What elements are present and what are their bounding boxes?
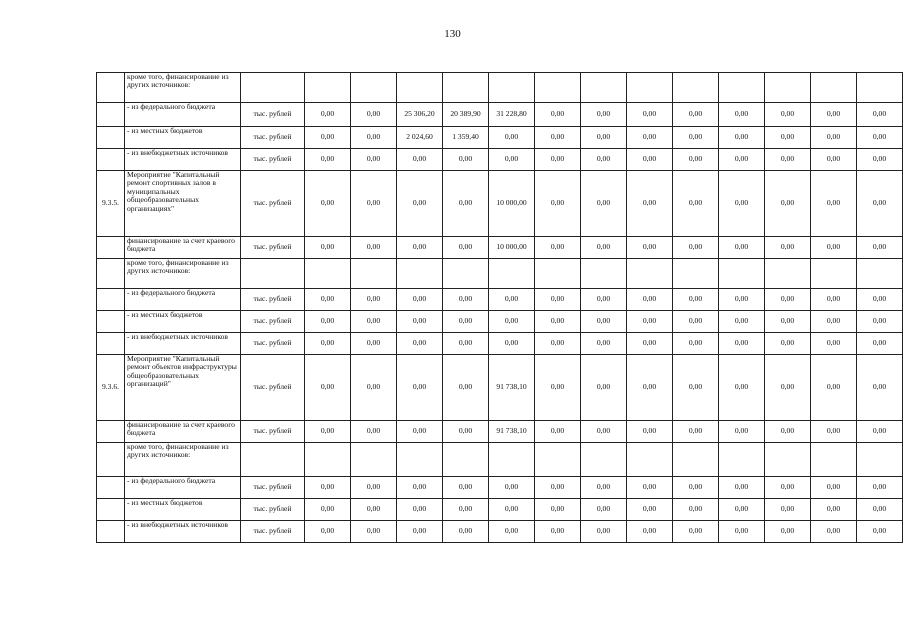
value-cell: 0,00: [765, 421, 811, 443]
value-cell: 0,00: [351, 237, 397, 259]
value-cell: 0,00: [765, 521, 811, 543]
table-row: [97, 149, 903, 171]
row-unit: [241, 259, 305, 289]
value-cell: [765, 259, 811, 289]
value-cell: [581, 73, 627, 103]
value-cell: [397, 259, 443, 289]
value-cell: 0,00: [857, 237, 903, 259]
value-cell: 0,00: [489, 289, 535, 311]
value-cell: [811, 443, 857, 477]
table-row: [97, 127, 903, 149]
value-cell: 0,00: [397, 421, 443, 443]
value-cell: 0,00: [305, 289, 351, 311]
value-cell: 0,00: [351, 149, 397, 171]
value-cell: [719, 443, 765, 477]
table-row: [97, 421, 903, 443]
row-description: финансирование за счет краевого бюджета: [125, 421, 241, 443]
table-row: [97, 73, 903, 103]
value-cell: 0,00: [673, 103, 719, 127]
value-cell: 0,00: [673, 521, 719, 543]
value-cell: 31 228,80: [489, 103, 535, 127]
value-cell: 0,00: [627, 311, 673, 333]
value-cell: 0,00: [673, 421, 719, 443]
value-cell: [857, 259, 903, 289]
value-cell: [857, 443, 903, 477]
table-row: [97, 443, 903, 477]
table-row: [97, 259, 903, 289]
value-cell: [397, 73, 443, 103]
value-cell: [627, 443, 673, 477]
value-cell: 0,00: [765, 127, 811, 149]
row-description: Мероприятие "Капитальный ремонт объектов инфраструктуры общеобразовательных организаций": [125, 355, 241, 421]
value-cell: [581, 443, 627, 477]
value-cell: 0,00: [443, 171, 489, 237]
value-cell: 0,00: [719, 171, 765, 237]
value-cell: 0,00: [857, 311, 903, 333]
value-cell: 0,00: [673, 127, 719, 149]
row-description: кроме того, финансирование из других источников:: [125, 443, 241, 477]
row-unit: тыс. рублей: [241, 171, 305, 237]
value-cell: 0,00: [305, 237, 351, 259]
row-description: - из федерального бюджета: [125, 103, 241, 127]
value-cell: [351, 443, 397, 477]
value-cell: 0,00: [811, 103, 857, 127]
value-cell: [627, 73, 673, 103]
value-cell: 0,00: [305, 521, 351, 543]
value-cell: [765, 73, 811, 103]
row-description: - из местных бюджетов: [125, 127, 241, 149]
value-cell: 0,00: [305, 149, 351, 171]
value-cell: 0,00: [765, 499, 811, 521]
row-unit: тыс. рублей: [241, 499, 305, 521]
value-cell: 0,00: [351, 499, 397, 521]
value-cell: 1 359,40: [443, 127, 489, 149]
row-unit: тыс. рублей: [241, 355, 305, 421]
row-code: [97, 127, 125, 149]
value-cell: 0,00: [443, 421, 489, 443]
value-cell: 0,00: [443, 499, 489, 521]
row-unit: тыс. рублей: [241, 311, 305, 333]
value-cell: 0,00: [811, 355, 857, 421]
value-cell: 0,00: [489, 149, 535, 171]
value-cell: 0,00: [581, 127, 627, 149]
value-cell: 0,00: [443, 237, 489, 259]
row-unit: тыс. рублей: [241, 477, 305, 499]
table-row: [97, 237, 903, 259]
value-cell: [719, 73, 765, 103]
page-number: 130: [444, 28, 461, 40]
value-cell: 0,00: [351, 127, 397, 149]
row-code: [97, 311, 125, 333]
value-cell: 0,00: [627, 355, 673, 421]
value-cell: 0,00: [765, 289, 811, 311]
value-cell: 0,00: [351, 103, 397, 127]
table-row: [97, 103, 903, 127]
value-cell: 0,00: [535, 237, 581, 259]
row-description: - из местных бюджетов: [125, 311, 241, 333]
value-cell: [351, 73, 397, 103]
value-cell: [581, 259, 627, 289]
value-cell: 0,00: [857, 477, 903, 499]
row-code: [97, 443, 125, 477]
row-unit: [241, 73, 305, 103]
row-unit: тыс. рублей: [241, 421, 305, 443]
row-code: [97, 521, 125, 543]
value-cell: 91 738,10: [489, 355, 535, 421]
value-cell: 0,00: [581, 311, 627, 333]
row-code: [97, 333, 125, 355]
value-cell: 25 306,20: [397, 103, 443, 127]
value-cell: 0,00: [535, 333, 581, 355]
value-cell: 0,00: [305, 333, 351, 355]
value-cell: 0,00: [857, 289, 903, 311]
table-row: [97, 171, 903, 237]
value-cell: [397, 443, 443, 477]
value-cell: 0,00: [443, 149, 489, 171]
value-cell: 0,00: [397, 311, 443, 333]
value-cell: [489, 443, 535, 477]
value-cell: [719, 259, 765, 289]
value-cell: 0,00: [719, 333, 765, 355]
row-unit: тыс. рублей: [241, 237, 305, 259]
value-cell: 0,00: [443, 355, 489, 421]
value-cell: 0,00: [857, 149, 903, 171]
value-cell: [489, 73, 535, 103]
value-cell: 0,00: [811, 127, 857, 149]
value-cell: 0,00: [351, 521, 397, 543]
value-cell: 0,00: [351, 333, 397, 355]
row-unit: тыс. рублей: [241, 521, 305, 543]
row-unit: [241, 443, 305, 477]
value-cell: 0,00: [535, 127, 581, 149]
row-code: [97, 289, 125, 311]
table-row: [97, 355, 903, 421]
value-cell: 0,00: [857, 333, 903, 355]
row-code: [97, 103, 125, 127]
value-cell: 0,00: [535, 421, 581, 443]
value-cell: 0,00: [719, 289, 765, 311]
value-cell: [443, 73, 489, 103]
value-cell: [305, 73, 351, 103]
value-cell: 0,00: [581, 289, 627, 311]
row-unit: тыс. рублей: [241, 127, 305, 149]
value-cell: 0,00: [581, 103, 627, 127]
value-cell: 0,00: [443, 311, 489, 333]
value-cell: 0,00: [535, 149, 581, 171]
value-cell: 2 024,60: [397, 127, 443, 149]
value-cell: 0,00: [765, 237, 811, 259]
value-cell: 10 000,00: [489, 171, 535, 237]
value-cell: 0,00: [811, 499, 857, 521]
value-cell: 0,00: [719, 521, 765, 543]
value-cell: 0,00: [765, 333, 811, 355]
row-code: 9.3.6.: [97, 355, 125, 421]
value-cell: 0,00: [719, 103, 765, 127]
value-cell: 0,00: [627, 333, 673, 355]
value-cell: 0,00: [535, 499, 581, 521]
value-cell: 0,00: [857, 355, 903, 421]
row-unit: тыс. рублей: [241, 149, 305, 171]
value-cell: 0,00: [811, 477, 857, 499]
value-cell: 0,00: [765, 311, 811, 333]
value-cell: 0,00: [305, 477, 351, 499]
value-cell: 0,00: [489, 521, 535, 543]
value-cell: 0,00: [489, 499, 535, 521]
table-row: [97, 499, 903, 521]
value-cell: 0,00: [535, 289, 581, 311]
row-description: - из местных бюджетов: [125, 499, 241, 521]
value-cell: 0,00: [719, 127, 765, 149]
row-code: [97, 259, 125, 289]
value-cell: [535, 259, 581, 289]
value-cell: [351, 259, 397, 289]
value-cell: 0,00: [443, 477, 489, 499]
table-row: [97, 289, 903, 311]
value-cell: 0,00: [305, 103, 351, 127]
value-cell: 0,00: [489, 333, 535, 355]
value-cell: 0,00: [765, 477, 811, 499]
value-cell: [811, 259, 857, 289]
table-row: [97, 333, 903, 355]
value-cell: 0,00: [765, 171, 811, 237]
value-cell: 0,00: [719, 355, 765, 421]
table-row: [97, 477, 903, 499]
value-cell: 0,00: [857, 521, 903, 543]
value-cell: 0,00: [351, 311, 397, 333]
value-cell: [765, 443, 811, 477]
row-description: кроме того, финансирование из других источников:: [125, 73, 241, 103]
value-cell: 0,00: [627, 477, 673, 499]
value-cell: 0,00: [397, 237, 443, 259]
value-cell: 0,00: [673, 311, 719, 333]
value-cell: 0,00: [811, 171, 857, 237]
value-cell: 0,00: [443, 289, 489, 311]
value-cell: 0,00: [811, 289, 857, 311]
value-cell: 0,00: [397, 499, 443, 521]
value-cell: 0,00: [811, 421, 857, 443]
value-cell: 0,00: [305, 421, 351, 443]
row-code: [97, 477, 125, 499]
value-cell: [673, 443, 719, 477]
value-cell: [627, 259, 673, 289]
value-cell: 0,00: [811, 237, 857, 259]
value-cell: [673, 73, 719, 103]
value-cell: 0,00: [719, 149, 765, 171]
value-cell: 20 389,90: [443, 103, 489, 127]
value-cell: 0,00: [581, 333, 627, 355]
value-cell: 0,00: [305, 127, 351, 149]
value-cell: 0,00: [397, 477, 443, 499]
value-cell: 0,00: [535, 477, 581, 499]
value-cell: [443, 259, 489, 289]
value-cell: 0,00: [581, 171, 627, 237]
value-cell: [535, 73, 581, 103]
value-cell: 0,00: [397, 289, 443, 311]
value-cell: 0,00: [627, 103, 673, 127]
value-cell: 0,00: [535, 311, 581, 333]
value-cell: 0,00: [719, 421, 765, 443]
value-cell: 0,00: [627, 171, 673, 237]
value-cell: 0,00: [627, 127, 673, 149]
value-cell: [305, 443, 351, 477]
value-cell: [673, 259, 719, 289]
value-cell: 0,00: [305, 499, 351, 521]
value-cell: 0,00: [581, 149, 627, 171]
row-description: - из внебюджетных источников: [125, 521, 241, 543]
value-cell: 0,00: [673, 499, 719, 521]
value-cell: 0,00: [305, 311, 351, 333]
row-code: 9.3.5.: [97, 171, 125, 237]
value-cell: 0,00: [351, 289, 397, 311]
row-code: [97, 149, 125, 171]
row-code: [97, 499, 125, 521]
row-description: - из внебюджетных источников: [125, 149, 241, 171]
row-description: кроме того, финансирование из других источников:: [125, 259, 241, 289]
value-cell: 0,00: [627, 499, 673, 521]
value-cell: 0,00: [673, 333, 719, 355]
value-cell: 0,00: [305, 171, 351, 237]
value-cell: 0,00: [581, 521, 627, 543]
value-cell: 0,00: [535, 355, 581, 421]
value-cell: 0,00: [581, 421, 627, 443]
value-cell: 0,00: [673, 171, 719, 237]
value-cell: 0,00: [627, 421, 673, 443]
row-description: Мероприятие "Капитальный ремонт спортивных залов в муниципальных общеобразовательных организациях": [125, 171, 241, 237]
value-cell: 0,00: [627, 149, 673, 171]
value-cell: 0,00: [397, 149, 443, 171]
value-cell: [857, 73, 903, 103]
value-cell: 0,00: [811, 149, 857, 171]
value-cell: 0,00: [673, 477, 719, 499]
value-cell: 0,00: [535, 103, 581, 127]
value-cell: [535, 443, 581, 477]
value-cell: 0,00: [351, 171, 397, 237]
value-cell: 91 738,10: [489, 421, 535, 443]
row-code: [97, 421, 125, 443]
value-cell: 0,00: [673, 355, 719, 421]
value-cell: 0,00: [765, 103, 811, 127]
value-cell: [305, 259, 351, 289]
value-cell: 0,00: [857, 103, 903, 127]
row-unit: тыс. рублей: [241, 333, 305, 355]
value-cell: 0,00: [627, 289, 673, 311]
value-cell: 0,00: [443, 521, 489, 543]
table-row: [97, 311, 903, 333]
value-cell: [489, 259, 535, 289]
value-cell: 0,00: [811, 311, 857, 333]
value-cell: 0,00: [397, 355, 443, 421]
value-cell: [811, 73, 857, 103]
value-cell: [443, 443, 489, 477]
row-description: - из внебюджетных источников: [125, 333, 241, 355]
value-cell: 0,00: [351, 355, 397, 421]
row-description: - из федерального бюджета: [125, 477, 241, 499]
value-cell: 0,00: [719, 311, 765, 333]
value-cell: 0,00: [581, 237, 627, 259]
row-code: [97, 237, 125, 259]
value-cell: 0,00: [719, 477, 765, 499]
row-unit: тыс. рублей: [241, 289, 305, 311]
value-cell: 0,00: [811, 333, 857, 355]
budget-table: [96, 72, 903, 543]
table-row: [97, 521, 903, 543]
value-cell: 0,00: [857, 127, 903, 149]
value-cell: 0,00: [811, 521, 857, 543]
table-body: [97, 73, 903, 543]
value-cell: 0,00: [535, 521, 581, 543]
value-cell: 0,00: [351, 477, 397, 499]
value-cell: 0,00: [489, 477, 535, 499]
value-cell: 0,00: [673, 149, 719, 171]
value-cell: 0,00: [673, 237, 719, 259]
row-description: - из федерального бюджета: [125, 289, 241, 311]
value-cell: 0,00: [857, 421, 903, 443]
value-cell: 0,00: [397, 171, 443, 237]
value-cell: 0,00: [397, 521, 443, 543]
value-cell: 0,00: [719, 237, 765, 259]
value-cell: 0,00: [489, 127, 535, 149]
value-cell: 0,00: [765, 149, 811, 171]
value-cell: 0,00: [305, 355, 351, 421]
value-cell: 0,00: [489, 311, 535, 333]
value-cell: 0,00: [443, 333, 489, 355]
value-cell: 0,00: [351, 421, 397, 443]
row-code: [97, 73, 125, 103]
value-cell: 0,00: [673, 289, 719, 311]
value-cell: 10 000,00: [489, 237, 535, 259]
row-unit: тыс. рублей: [241, 103, 305, 127]
value-cell: 0,00: [719, 499, 765, 521]
value-cell: 0,00: [581, 499, 627, 521]
row-description: финансирование за счет краевого бюджета: [125, 237, 241, 259]
value-cell: 0,00: [627, 521, 673, 543]
value-cell: 0,00: [581, 477, 627, 499]
value-cell: 0,00: [857, 171, 903, 237]
value-cell: 0,00: [857, 499, 903, 521]
value-cell: 0,00: [581, 355, 627, 421]
value-cell: 0,00: [397, 333, 443, 355]
value-cell: 0,00: [535, 171, 581, 237]
value-cell: 0,00: [627, 237, 673, 259]
value-cell: 0,00: [765, 355, 811, 421]
